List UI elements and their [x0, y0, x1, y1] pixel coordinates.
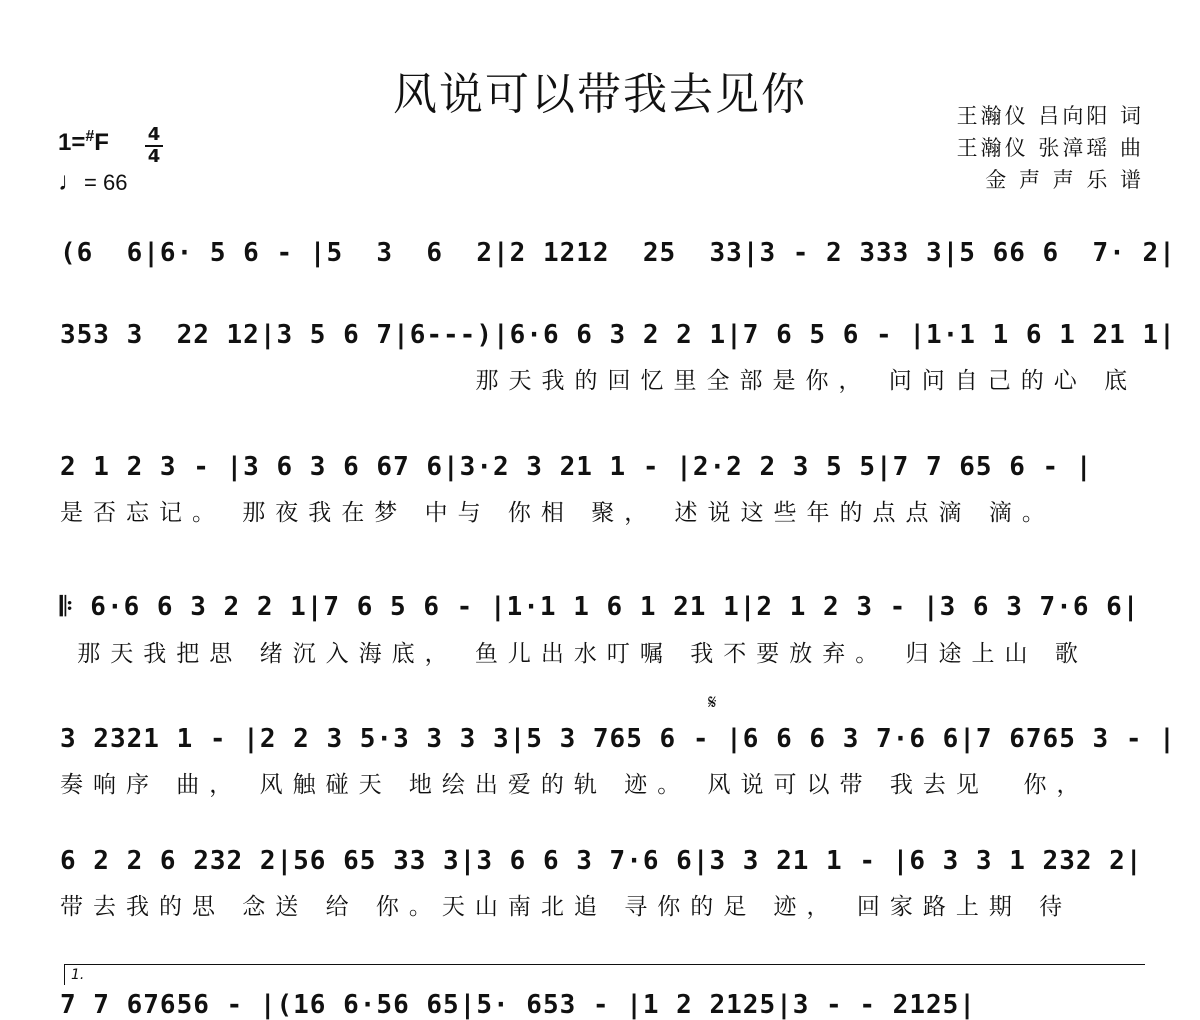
- staff-system-7: [60, 990, 1150, 1020]
- staff-system-2: [60, 320, 1176, 395]
- sharp-symbol: #: [85, 128, 95, 145]
- notation-line: 3 2321 1 - |2 2 3 5·3 3 3 3|5 3 765 6 - |6 6 6 3 7·6 6|7 6765 3 - |: [60, 724, 1176, 754]
- staff-system-3: [60, 452, 1150, 527]
- meter-bottom: 4: [147, 146, 161, 167]
- lyricist-credit: 王瀚仪 吕向阳 词: [956, 104, 1144, 128]
- transcriber-credit: 金 声 声 乐 谱: [985, 168, 1144, 192]
- first-ending-bracket: [64, 964, 1145, 985]
- segno-icon: 𝄋: [708, 690, 717, 714]
- key-prefix: 1=: [58, 129, 86, 156]
- lyrics-line: 是否忘记。 那夜我在梦 中与 你相 聚， 述说这些年的点点滴 滴。: [60, 500, 1055, 526]
- notation-line: 𝄆 6·6 6 3 2 2 1|7 6 5 6 - |1·1 1 6 1 21 1|2 1 2 3 - |3 6 3 7·6 6|: [60, 592, 1140, 622]
- composer-credit: 王瀚仪 张漳瑶 曲: [956, 136, 1144, 160]
- staff-system-1: [60, 238, 1176, 268]
- key-letter: F: [94, 129, 109, 156]
- lyrics-line: 带去我的思 念送 给 你。天山南北追 寻你的足 迹， 回家路上期 待: [60, 894, 1073, 920]
- notation-line: 353 3 22 12|3 5 6 7|6---)|6·6 6 3 2 2 1|7 6 5 6 - |1·1 1 6 1 21 1|: [60, 320, 1176, 350]
- time-signature: [145, 126, 163, 166]
- song-title: 风说可以带我去见你: [393, 69, 807, 120]
- staff-system-5: [60, 724, 1176, 799]
- staff-system-4: [60, 592, 1150, 668]
- key-signature: [58, 128, 109, 157]
- notation-line: 2 1 2 3 - |3 6 3 6 67 6|3·2 3 21 1 - |2·2 2 3 5 5|7 7 65 6 - |: [60, 452, 1093, 482]
- notation-line: 6 2 2 6 232 2|56 65 33 3|3 6 6 3 7·6 6|3 3 21 1 - |6 3 3 1 232 2|: [60, 846, 1143, 876]
- meter-top: 4: [147, 124, 161, 145]
- notation-line: 7 7 67656 - |(16 6·56 65|5· 653 - |1 2 2125|3 - - 2125|: [60, 990, 976, 1020]
- lyrics-line: 奏响序 曲， 风触碰天 地绘出爱的轨 迹。 风说可以带 我去见 你，: [60, 772, 1090, 798]
- volta-label: 1.: [71, 967, 85, 983]
- staff-system-6: [60, 846, 1150, 921]
- notation-line: (6 6|6· 5 6 - |5 3 6 2|2 1212 25 33|3 - 2 333 3|5 66 6 7· 2|: [60, 238, 1176, 268]
- credits-block: [957, 100, 1144, 196]
- quarter-note-icon: ♩: [58, 166, 84, 196]
- lyrics-line: 那天我把思 绪沉入海底， 鱼儿出水叮嘱 我不要放弃。 归途上山 歌: [60, 641, 1088, 667]
- tempo-value: = 66: [84, 170, 128, 195]
- tempo-marking: [58, 166, 127, 197]
- lyrics-line: 那天我的回忆里全部是你， 问问自己的心 底: [60, 368, 1138, 394]
